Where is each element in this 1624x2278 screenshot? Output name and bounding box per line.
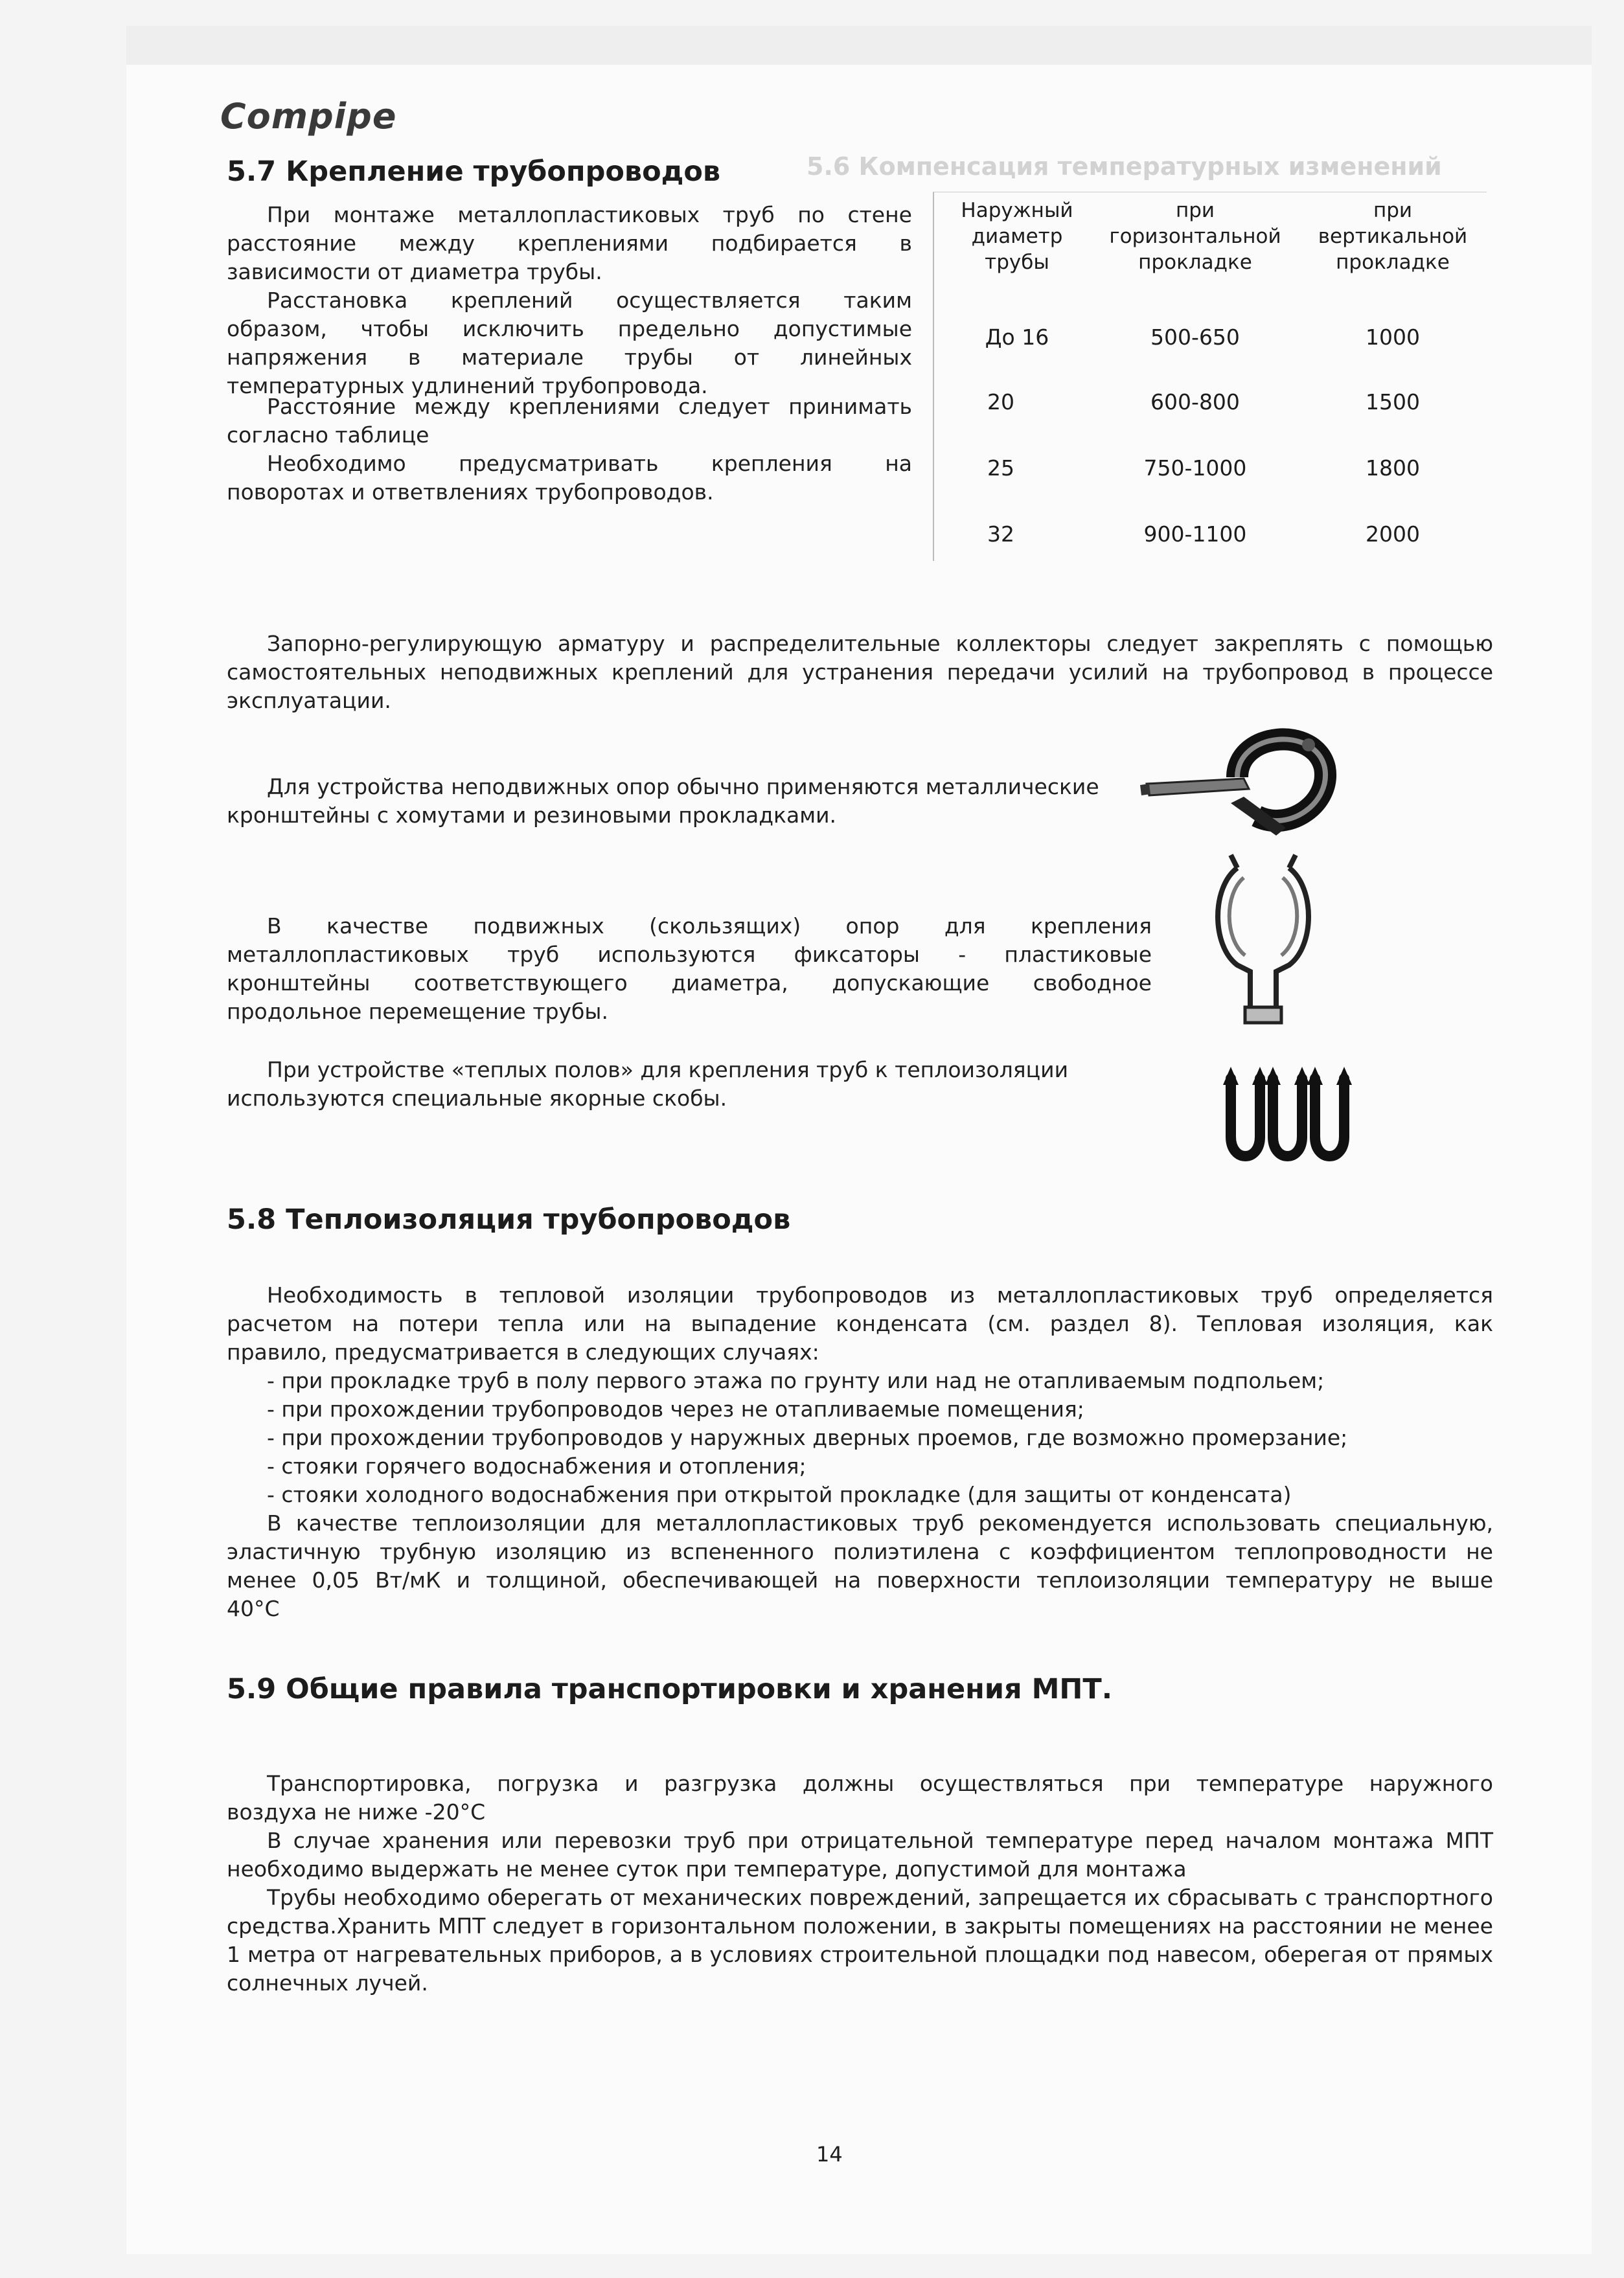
s59-paragraph-2 bbox=[227, 1827, 1493, 1884]
text-line: согласно таблице bbox=[227, 422, 429, 448]
text-line: Для устройства неподвижных опор обычно применяются металлические bbox=[267, 774, 1099, 799]
text-line: используются специальные якорные скобы. bbox=[227, 1086, 727, 1111]
text-line: температурных удлинений трубопровода. bbox=[227, 373, 708, 398]
text-line: солнечных лучей. bbox=[227, 1970, 428, 1996]
list-item: - при прохождении трубопроводов через не отапливаемые помещения; bbox=[267, 1396, 1084, 1422]
text-line: правило, предусматривается в следующих случаях: bbox=[227, 1339, 819, 1365]
text-line: расчетом на потери тепла или на выпадение конденсата (см. раздел 8). Тепловая изоляция, как bbox=[227, 1311, 1493, 1336]
section-5-8-title: 5.8 Теплоизоляция трубопроводов bbox=[227, 1203, 791, 1236]
text-line: менее 0,05 Вт/мК и толщиной, обеспечивающей на поверхности теплоизоляции температуру не выше bbox=[227, 1567, 1493, 1593]
table-cell: 1000 bbox=[1366, 325, 1420, 350]
bleed-through-title: 5.6 Компенсация температурных изменений bbox=[806, 152, 1442, 181]
s57-paragraph-7 bbox=[227, 912, 1152, 1026]
s59-paragraph-1 bbox=[227, 1770, 1493, 1827]
text-line: В качестве теплоизоляции для металлопластиковых труб рекомендуется использовать специальную, bbox=[267, 1510, 1493, 1536]
plastic-clip-fixator-icon bbox=[1198, 842, 1328, 1036]
table-header-diameter: Наружный диаметр трубы bbox=[961, 199, 1073, 274]
s57-paragraph-3 bbox=[227, 393, 912, 450]
text-line: металлопластиковых труб используются фиксаторы - пластиковые bbox=[227, 942, 1152, 967]
table-cell: 2000 bbox=[1366, 521, 1420, 547]
text-line: зависимости от диаметра трубы. bbox=[227, 259, 602, 284]
table-cell: 20 bbox=[987, 389, 1014, 415]
s57-paragraph-1 bbox=[227, 201, 912, 286]
text-line: В случае хранения или перевозки труб при отрицательной температуре перед началом монтажа МПТ bbox=[267, 1828, 1493, 1853]
s57-paragraph-8 bbox=[227, 1056, 1160, 1113]
s57-paragraph-4 bbox=[227, 450, 912, 507]
anchor-staples-icon bbox=[1218, 1059, 1367, 1169]
table-cell: 1500 bbox=[1366, 389, 1420, 415]
text-line: кронштейны соответствующего диаметра, допускающие свободное bbox=[227, 970, 1152, 996]
text-line: необходимо выдержать не менее суток при температуре, допустимой для монтажа bbox=[227, 1856, 1187, 1882]
text-line: средства.Хранить МПТ следует в горизонтальном положении, в закрыты помещениях на расстоянии не менее bbox=[227, 1913, 1493, 1939]
text-line: Расстояние между креплениями следует принимать bbox=[267, 394, 912, 419]
scan-top-band bbox=[126, 26, 1592, 65]
text-line: напряжения в материале трубы от линейных bbox=[227, 345, 912, 370]
table-cell: 25 bbox=[987, 455, 1014, 481]
s58-list bbox=[267, 1367, 1493, 1509]
text-line: продольное перемещение трубы. bbox=[227, 999, 608, 1024]
s57-paragraph-5 bbox=[227, 630, 1493, 715]
list-item: - при прохождении трубопроводов у наружных дверных проемов, где возможно промерзание; bbox=[267, 1425, 1348, 1450]
s59-paragraph-3 bbox=[227, 1884, 1493, 1998]
text-line: самостоятельных неподвижных креплений для устранения передачи усилий на трубопровод в процессе bbox=[227, 659, 1493, 685]
text-line: Трубы необходимо оберегать от механических повреждений, запрещается их сбрасывать с транспортного bbox=[267, 1885, 1493, 1910]
text-line: поворотах и ответвлениях трубопроводов. bbox=[227, 479, 714, 505]
s58-outro bbox=[227, 1509, 1493, 1623]
s58-intro bbox=[227, 1281, 1493, 1367]
list-item: - стояки холодного водоснабжения при открытой прокладке (для защиты от конденсата) bbox=[267, 1482, 1292, 1507]
brand-logo-text: Compipe bbox=[220, 96, 397, 137]
text-line: В качестве подвижных (скользящих) опор для крепления bbox=[267, 913, 1152, 939]
text-line: 1 метра от нагревательных приборов, а в условиях строительной площадки под навесом, оберегая от прямых bbox=[227, 1942, 1493, 1967]
text-line: расстояние между креплениями подбирается в bbox=[227, 231, 912, 256]
s57-paragraph-6 bbox=[227, 773, 1147, 830]
table-cell: До 16 bbox=[985, 325, 1049, 350]
list-item: - стояки горячего водоснабжения и отопления; bbox=[267, 1453, 806, 1479]
text-line: кронштейны с хомутами и резиновыми прокладками. bbox=[227, 803, 837, 828]
text-line: Транспортировка, погрузка и разгрузка должны осуществляться при температуре наружного bbox=[267, 1771, 1493, 1796]
section-5-9-title: 5.9 Общие правила транспортировки и хранения МПТ. bbox=[227, 1673, 1113, 1705]
text-line: Необходимо предусматривать крепления на bbox=[267, 451, 912, 476]
s57-paragraph-2 bbox=[227, 286, 912, 400]
section-5-7-title: 5.7 Крепление трубопроводов bbox=[227, 155, 721, 188]
table-header-horizontal: при горизонтальной прокладке bbox=[1109, 199, 1281, 274]
text-line: эластичную трубную изоляцию из вспененного полиэтилена с коэффициентом теплопроводности не bbox=[227, 1539, 1493, 1564]
text-line: При устройстве «теплых полов» для крепления труб к теплоизоляции bbox=[267, 1057, 1069, 1082]
table-cell: 500-650 bbox=[1150, 325, 1240, 350]
table-cell: 600-800 bbox=[1150, 389, 1240, 415]
page-number: 14 bbox=[816, 2142, 843, 2167]
text-line: Запорно-регулирующую арматуру и распределительные коллекторы следует закреплять с помощью bbox=[267, 631, 1493, 656]
table-header-vertical: при вертикальной прокладке bbox=[1318, 199, 1468, 274]
metal-clamp-bracket-icon bbox=[1140, 706, 1341, 842]
text-line: образом, чтобы исключить предельно допустимые bbox=[227, 316, 912, 341]
table-cell: 900-1100 bbox=[1143, 521, 1247, 547]
text-line: воздуха не ниже -20°С bbox=[227, 1799, 486, 1825]
table-cell: 1800 bbox=[1366, 455, 1420, 481]
text-line: При монтаже металлопластиковых труб по стене bbox=[267, 202, 912, 227]
table-cell: 750-1000 bbox=[1143, 455, 1247, 481]
list-item: - при прокладке труб в полу первого этажа по грунту или над не отапливаемым подпольем; bbox=[267, 1368, 1325, 1393]
text-line: Расстановка креплений осуществляется таким bbox=[267, 288, 912, 313]
text-line: 40°С bbox=[227, 1596, 280, 1621]
table-cell: 32 bbox=[987, 521, 1014, 547]
text-line: эксплуатации. bbox=[227, 688, 391, 713]
text-line: Необходимость в тепловой изоляции трубопроводов из металлопластиковых труб определяется bbox=[267, 1282, 1493, 1308]
